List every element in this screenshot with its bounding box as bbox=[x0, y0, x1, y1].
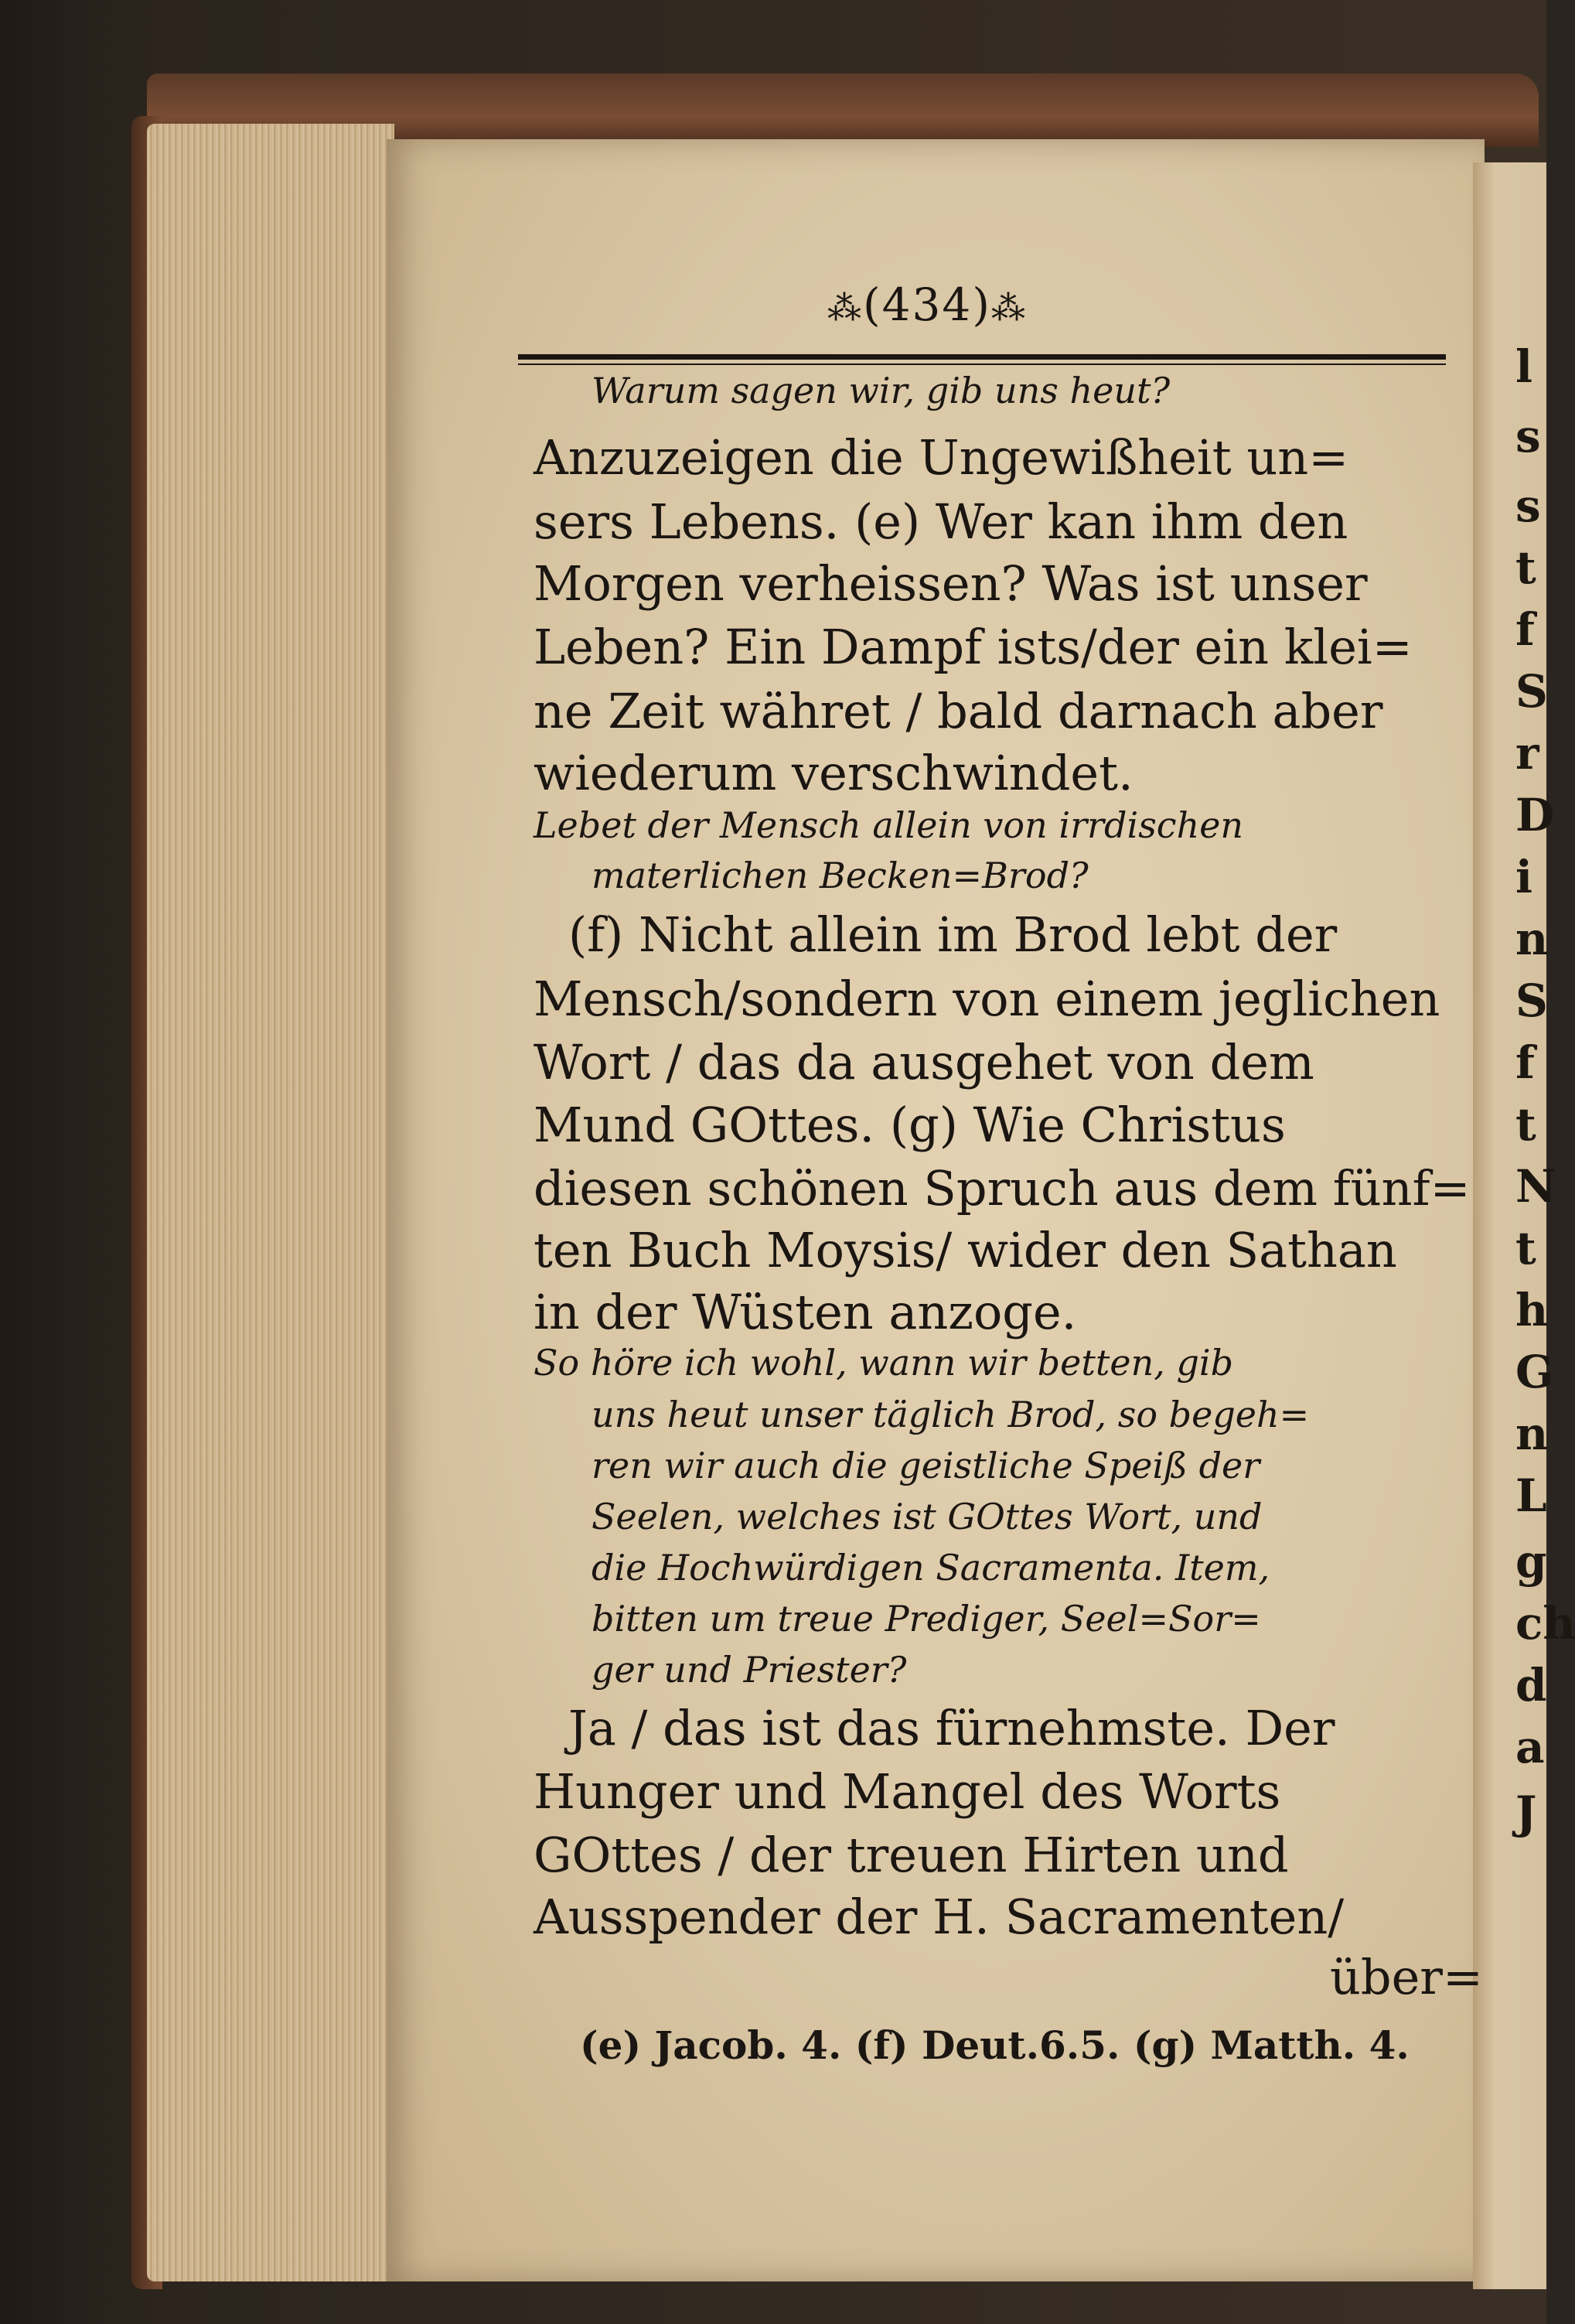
text-line: Hunger und Mangel des Worts bbox=[534, 1763, 1281, 1820]
text-line: Mensch/sondern von einem jeglichen bbox=[534, 971, 1440, 1027]
next-page-letter: a bbox=[1515, 1721, 1545, 1773]
next-page-letter: n bbox=[1515, 913, 1549, 965]
text-line: ten Buch Moysis/ wider den Sathan bbox=[534, 1222, 1397, 1278]
catchword: über= bbox=[1330, 1949, 1483, 2005]
next-page-letter: n bbox=[1515, 1408, 1549, 1460]
next-page-letter: f bbox=[1515, 1036, 1535, 1089]
text-line: (f) Nicht allein im Brod lebt der bbox=[568, 906, 1338, 963]
page-header bbox=[827, 278, 1027, 331]
question-line: bitten um treue Prediger, Seel=Sor= bbox=[591, 1598, 1261, 1640]
text-line: Anzuzeigen die Ungewißheit un= bbox=[534, 429, 1349, 486]
next-page-letter: s bbox=[1515, 479, 1541, 532]
text-line: wiederum verschwindet. bbox=[534, 745, 1134, 801]
question-line: Warum sagen wir, gib uns heut? bbox=[591, 370, 1171, 411]
next-page-letter: f bbox=[1515, 603, 1535, 656]
next-page-letter: r bbox=[1515, 727, 1539, 780]
text-line: Ja / das ist das fürnehmste. Der bbox=[568, 1700, 1335, 1756]
ornament-left-icon: ⁂ bbox=[827, 288, 863, 329]
footnotes: (e) Jacob. 4. (f) Deut.6.5. (g) Matth. 4. bbox=[580, 2022, 1410, 2068]
next-page-letter: L bbox=[1515, 1469, 1547, 1522]
text-line: Leben? Ein Dampf ists/der ein klei= bbox=[534, 619, 1413, 675]
text-line: Mund GOttes. (g) Wie Christus bbox=[534, 1097, 1286, 1153]
question-line: Lebet der Mensch allein von irrdischen bbox=[534, 804, 1244, 846]
next-page-letter: i bbox=[1515, 851, 1533, 903]
question-line: uns heut unser täglich Brod, so begeh= bbox=[591, 1394, 1310, 1435]
text-line: ne Zeit währet / bald darnach aber bbox=[534, 683, 1383, 739]
text-line: GOttes / der treuen Hirten und bbox=[534, 1827, 1289, 1883]
next-page-letter: s bbox=[1515, 410, 1541, 462]
next-page-letter: D bbox=[1515, 789, 1555, 841]
ornament-right-icon: ⁂ bbox=[990, 288, 1027, 329]
question-line: So höre ich wohl, wann wir betten, gib bbox=[534, 1342, 1234, 1384]
question-line: die Hochwürdigen Sacramenta. Item, bbox=[591, 1547, 1270, 1589]
text-line: Wort / das da ausgehet von dem bbox=[534, 1034, 1314, 1090]
next-page-letter: t bbox=[1515, 1222, 1536, 1275]
next-page-letter: l bbox=[1515, 340, 1533, 393]
question-line: ger und Priester? bbox=[591, 1649, 907, 1691]
next-page-letter: N bbox=[1515, 1160, 1557, 1213]
next-page-letter: h bbox=[1515, 1284, 1549, 1336]
next-page-letter: ch bbox=[1515, 1597, 1575, 1650]
next-page-letter: d bbox=[1515, 1659, 1547, 1711]
next-page-letter: S bbox=[1515, 974, 1548, 1027]
next-page-letter: J bbox=[1515, 1787, 1537, 1839]
page-edges bbox=[147, 124, 394, 2281]
next-page-letter: S bbox=[1515, 665, 1548, 718]
question-line: ren wir auch die geistliche Speiß der bbox=[591, 1445, 1260, 1486]
page-number: (434) bbox=[863, 278, 991, 331]
text-line: in der Wüsten anzoge. bbox=[534, 1284, 1077, 1340]
question-line: Seelen, welches ist GOttes Wort, und bbox=[591, 1496, 1263, 1537]
next-page-letter: g bbox=[1515, 1535, 1547, 1588]
text-line: Ausspender der H. Sacramenten/ bbox=[534, 1889, 1345, 1945]
text-line: diesen schönen Spruch aus dem fünf= bbox=[534, 1160, 1471, 1217]
next-page-letter: t bbox=[1515, 1098, 1536, 1151]
next-page-letter: t bbox=[1515, 541, 1536, 594]
header-rule-thin bbox=[518, 363, 1446, 365]
text-line: sers Lebens. (e) Wer kan ihm den bbox=[534, 493, 1348, 550]
question-line: materlichen Becken=Brod? bbox=[591, 855, 1089, 896]
text-line: Morgen verheissen? Was ist unser bbox=[534, 555, 1368, 612]
header-rule bbox=[518, 354, 1446, 360]
next-page-letter: G bbox=[1515, 1346, 1554, 1398]
